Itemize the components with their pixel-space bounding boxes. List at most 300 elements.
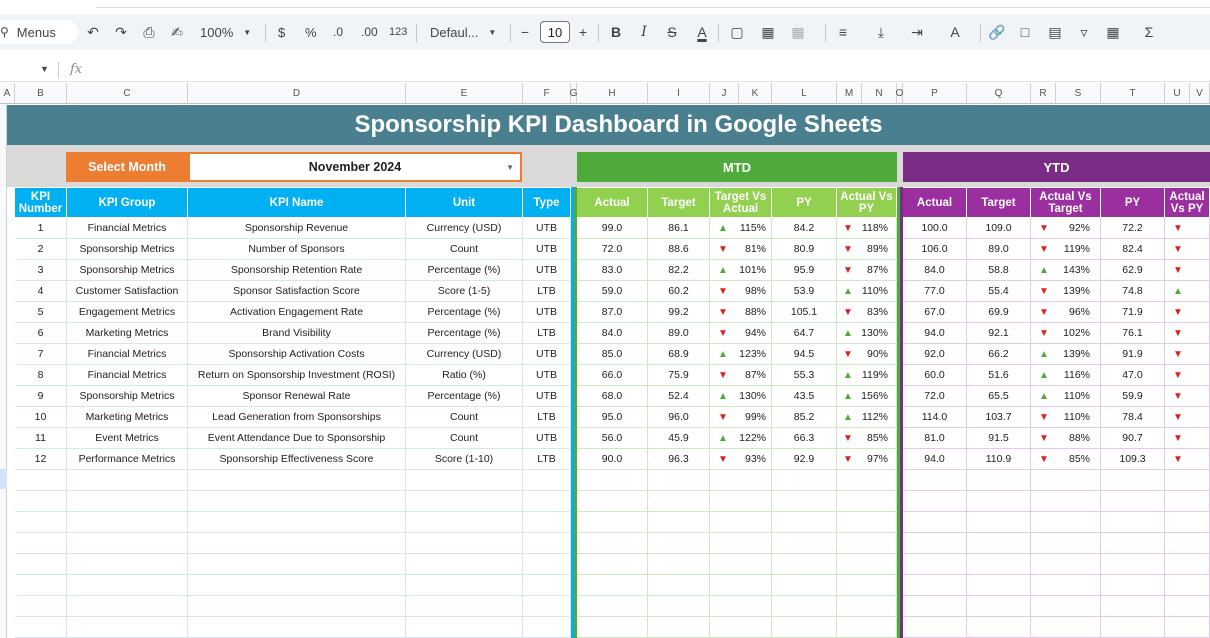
mtd-target-cell[interactable]: 52.4 (648, 386, 710, 407)
empty-cell[interactable] (837, 554, 897, 575)
type-cell[interactable]: UTB (523, 239, 571, 260)
column-header-f[interactable]: F (523, 83, 571, 104)
mtd-py-cell[interactable]: 66.3 (772, 428, 837, 449)
mtd-actual-cell[interactable]: 83.0 (577, 260, 648, 281)
strikethrough-icon[interactable]: S (667, 24, 677, 40)
mtd-actual-cell[interactable]: 59.0 (577, 281, 648, 302)
mtd-target-cell[interactable]: 45.9 (648, 428, 710, 449)
empty-cell[interactable] (967, 575, 1031, 596)
empty-cell[interactable] (188, 512, 406, 533)
empty-cell[interactable] (772, 617, 837, 638)
mtd-avpy-cell[interactable] (837, 365, 897, 386)
empty-cell[interactable] (710, 512, 772, 533)
column-header-g[interactable]: G (571, 83, 577, 104)
kpi-group-cell[interactable]: Marketing Metrics (67, 323, 188, 344)
empty-cell[interactable] (15, 575, 67, 596)
mtd-py-cell[interactable]: 95.9 (772, 260, 837, 281)
kpi-number-cell[interactable]: 2 (15, 239, 67, 260)
functions-icon[interactable]: Σ (1144, 24, 1154, 40)
mtd-target-cell[interactable]: 68.9 (648, 344, 710, 365)
empty-cell[interactable] (710, 596, 772, 617)
column-header-e[interactable]: E (406, 83, 523, 104)
ytd-actual-cell[interactable]: 114.0 (903, 407, 967, 428)
empty-cell[interactable] (648, 470, 710, 491)
mtd-avpy-cell[interactable] (837, 449, 897, 470)
kpi-number-cell[interactable]: 7 (15, 344, 67, 365)
mtd-py-cell[interactable]: 84.2 (772, 218, 837, 239)
mtd-actual-cell[interactable]: 66.0 (577, 365, 648, 386)
borders-icon[interactable]: ▦ (761, 23, 775, 40)
kpi-name-cell[interactable]: Event Attendance Due to Sponsorship (188, 428, 406, 449)
empty-cell[interactable] (1031, 533, 1101, 554)
ytd-py-cell[interactable]: 82.4 (1101, 239, 1165, 260)
empty-cell[interactable] (1101, 512, 1165, 533)
empty-cell[interactable] (967, 470, 1031, 491)
empty-cell[interactable] (577, 491, 648, 512)
kpi-number-cell[interactable]: 6 (15, 323, 67, 344)
empty-cell[interactable] (903, 617, 967, 638)
empty-cell[interactable] (1165, 470, 1210, 491)
ytd-target-cell[interactable]: 103.7 (967, 407, 1031, 428)
empty-cell[interactable] (406, 533, 523, 554)
mtd-tva-cell[interactable] (710, 344, 772, 365)
empty-cell[interactable] (903, 512, 967, 533)
empty-cell[interactable] (1101, 596, 1165, 617)
empty-cell[interactable] (772, 512, 837, 533)
column-header-c[interactable]: C (67, 83, 188, 104)
empty-cell[interactable] (648, 617, 710, 638)
empty-cell[interactable] (67, 575, 188, 596)
empty-cell[interactable] (710, 470, 772, 491)
ytd-actual-cell[interactable]: 60.0 (903, 365, 967, 386)
empty-cell[interactable] (577, 533, 648, 554)
empty-cell[interactable] (772, 491, 837, 512)
kpi-group-cell[interactable]: Sponsorship Metrics (67, 260, 188, 281)
empty-cell[interactable] (577, 512, 648, 533)
unit-cell[interactable]: Currency (USD) (406, 344, 523, 365)
type-cell[interactable]: UTB (523, 344, 571, 365)
ytd-avt-cell[interactable] (1031, 260, 1101, 281)
ytd-actual-cell[interactable]: 92.0 (903, 344, 967, 365)
empty-cell[interactable] (67, 617, 188, 638)
ytd-avpy-cell[interactable] (1165, 386, 1210, 407)
kpi-group-cell[interactable]: Engagement Metrics (67, 302, 188, 323)
unit-cell[interactable]: Count (406, 239, 523, 260)
type-cell[interactable]: LTB (523, 323, 571, 344)
ytd-avt-cell[interactable] (1031, 302, 1101, 323)
ytd-py-cell[interactable]: 59.9 (1101, 386, 1165, 407)
ytd-avpy-cell[interactable] (1165, 281, 1210, 302)
ytd-py-cell[interactable]: 47.0 (1101, 365, 1165, 386)
empty-cell[interactable] (903, 554, 967, 575)
empty-cell[interactable] (903, 491, 967, 512)
empty-cell[interactable] (1101, 575, 1165, 596)
ytd-avt-cell[interactable] (1031, 218, 1101, 239)
kpi-name-cell[interactable]: Sponsorship Activation Costs (188, 344, 406, 365)
kpi-group-cell[interactable]: Financial Metrics (67, 344, 188, 365)
ytd-target-cell[interactable]: 65.5 (967, 386, 1031, 407)
percent-button[interactable]: % (305, 24, 317, 40)
empty-cell[interactable] (1031, 512, 1101, 533)
empty-cell[interactable] (903, 596, 967, 617)
empty-cell[interactable] (1165, 491, 1210, 512)
column-header-j[interactable]: J (710, 83, 739, 104)
empty-cell[interactable] (577, 554, 648, 575)
empty-cell[interactable] (15, 533, 67, 554)
column-header-l[interactable]: L (772, 83, 837, 104)
ytd-avt-cell[interactable] (1031, 281, 1101, 302)
unit-cell[interactable]: Percentage (%) (406, 323, 523, 344)
mtd-avpy-cell[interactable] (837, 260, 897, 281)
ytd-target-cell[interactable]: 109.0 (967, 218, 1031, 239)
ytd-avpy-cell[interactable] (1165, 239, 1210, 260)
mtd-avpy-cell[interactable] (837, 302, 897, 323)
empty-cell[interactable] (1165, 512, 1210, 533)
mtd-tva-cell[interactable] (710, 386, 772, 407)
type-cell[interactable]: LTB (523, 407, 571, 428)
mtd-tva-cell[interactable] (710, 239, 772, 260)
empty-cell[interactable] (67, 533, 188, 554)
empty-cell[interactable] (967, 554, 1031, 575)
empty-cell[interactable] (1101, 470, 1165, 491)
empty-cell[interactable] (67, 470, 188, 491)
empty-cell[interactable] (837, 512, 897, 533)
mtd-tva-cell[interactable] (710, 449, 772, 470)
italic-icon[interactable]: I (641, 24, 647, 40)
empty-cell[interactable] (188, 470, 406, 491)
empty-cell[interactable] (903, 575, 967, 596)
empty-cell[interactable] (1031, 596, 1101, 617)
increase-decimal-button[interactable]: .00 (361, 25, 378, 39)
empty-cell[interactable] (1031, 491, 1101, 512)
mtd-actual-cell[interactable]: 68.0 (577, 386, 648, 407)
empty-cell[interactable] (188, 554, 406, 575)
column-header-d[interactable]: D (188, 83, 406, 104)
empty-cell[interactable] (772, 554, 837, 575)
kpi-name-cell[interactable]: Sponsorship Retention Rate (188, 260, 406, 281)
mtd-py-cell[interactable]: 43.5 (772, 386, 837, 407)
empty-cell[interactable] (903, 470, 967, 491)
mtd-actual-cell[interactable]: 84.0 (577, 323, 648, 344)
ytd-py-cell[interactable]: 74.8 (1101, 281, 1165, 302)
mtd-py-cell[interactable]: 80.9 (772, 239, 837, 260)
unit-cell[interactable]: Count (406, 428, 523, 449)
ytd-avt-cell[interactable] (1031, 365, 1101, 386)
empty-cell[interactable] (523, 491, 571, 512)
empty-cell[interactable] (577, 575, 648, 596)
mtd-actual-cell[interactable]: 99.0 (577, 218, 648, 239)
filter-icon[interactable]: ▿ (1080, 23, 1088, 40)
filter-views-icon[interactable]: ▦ (1106, 23, 1120, 40)
ytd-avt-cell[interactable] (1031, 386, 1101, 407)
mtd-target-cell[interactable]: 88.6 (648, 239, 710, 260)
mtd-avpy-cell[interactable] (837, 344, 897, 365)
font-size-input[interactable]: 10 (540, 21, 570, 43)
unit-cell[interactable]: Currency (USD) (406, 218, 523, 239)
empty-cell[interactable] (710, 533, 772, 554)
mtd-tva-cell[interactable] (710, 260, 772, 281)
empty-cell[interactable] (15, 470, 67, 491)
type-cell[interactable]: UTB (523, 365, 571, 386)
empty-cell[interactable] (837, 533, 897, 554)
type-cell[interactable]: LTB (523, 449, 571, 470)
ytd-py-cell[interactable]: 72.2 (1101, 218, 1165, 239)
mtd-actual-cell[interactable]: 72.0 (577, 239, 648, 260)
type-cell[interactable]: UTB (523, 428, 571, 449)
mtd-avpy-cell[interactable] (837, 323, 897, 344)
empty-cell[interactable] (1165, 575, 1210, 596)
empty-cell[interactable] (648, 554, 710, 575)
type-cell[interactable]: UTB (523, 386, 571, 407)
mtd-actual-cell[interactable]: 90.0 (577, 449, 648, 470)
ytd-target-cell[interactable]: 110.9 (967, 449, 1031, 470)
kpi-name-cell[interactable]: Sponsorship Revenue (188, 218, 406, 239)
empty-cell[interactable] (15, 554, 67, 575)
empty-cell[interactable] (67, 491, 188, 512)
column-header-m[interactable]: M (837, 83, 862, 104)
empty-cell[interactable] (967, 617, 1031, 638)
kpi-group-cell[interactable]: Financial Metrics (67, 365, 188, 386)
unit-cell[interactable]: Ratio (%) (406, 365, 523, 386)
empty-cell[interactable] (837, 617, 897, 638)
decrease-font-icon[interactable]: − (520, 24, 530, 40)
empty-cell[interactable] (15, 512, 67, 533)
ytd-actual-cell[interactable]: 67.0 (903, 302, 967, 323)
empty-cell[interactable] (523, 617, 571, 638)
kpi-group-cell[interactable]: Sponsorship Metrics (67, 239, 188, 260)
ytd-py-cell[interactable]: 76.1 (1101, 323, 1165, 344)
column-header-u[interactable]: U (1165, 83, 1190, 104)
mtd-tva-cell[interactable] (710, 218, 772, 239)
kpi-group-cell[interactable]: Customer Satisfaction (67, 281, 188, 302)
type-cell[interactable]: UTB (523, 260, 571, 281)
column-header-s[interactable]: S (1056, 83, 1101, 104)
empty-cell[interactable] (710, 554, 772, 575)
empty-cell[interactable] (15, 491, 67, 512)
ytd-py-cell[interactable]: 71.9 (1101, 302, 1165, 323)
mtd-tva-cell[interactable] (710, 428, 772, 449)
mtd-actual-cell[interactable]: 56.0 (577, 428, 648, 449)
mtd-py-cell[interactable]: 105.1 (772, 302, 837, 323)
empty-cell[interactable] (1031, 575, 1101, 596)
column-header-a[interactable]: A (0, 83, 15, 104)
empty-cell[interactable] (1031, 617, 1101, 638)
mtd-tva-cell[interactable] (710, 281, 772, 302)
comment-icon[interactable]: □ (1020, 24, 1030, 40)
empty-cell[interactable] (67, 596, 188, 617)
mtd-avpy-cell[interactable] (837, 218, 897, 239)
unit-cell[interactable]: Percentage (%) (406, 386, 523, 407)
ytd-avpy-cell[interactable] (1165, 449, 1210, 470)
mtd-target-cell[interactable]: 86.1 (648, 218, 710, 239)
kpi-group-cell[interactable]: Financial Metrics (67, 218, 188, 239)
empty-cell[interactable] (523, 512, 571, 533)
kpi-name-cell[interactable]: Sponsor Renewal Rate (188, 386, 406, 407)
empty-cell[interactable] (1101, 491, 1165, 512)
column-header-n[interactable]: N (862, 83, 897, 104)
column-header-i[interactable]: I (648, 83, 710, 104)
kpi-group-cell[interactable]: Performance Metrics (67, 449, 188, 470)
kpi-number-cell[interactable]: 5 (15, 302, 67, 323)
column-header-r[interactable]: R (1031, 83, 1056, 104)
ytd-target-cell[interactable]: 92.1 (967, 323, 1031, 344)
ytd-avpy-cell[interactable] (1165, 365, 1210, 386)
mtd-tva-cell[interactable] (710, 323, 772, 344)
empty-cell[interactable] (188, 533, 406, 554)
empty-cell[interactable] (648, 512, 710, 533)
merge-cells-icon[interactable]: ▦ (791, 23, 805, 40)
kpi-group-cell[interactable]: Sponsorship Metrics (67, 386, 188, 407)
empty-cell[interactable] (967, 533, 1031, 554)
mtd-actual-cell[interactable]: 87.0 (577, 302, 648, 323)
name-box-chevron-icon[interactable]: ▼ (40, 64, 49, 74)
mtd-py-cell[interactable]: 55.3 (772, 365, 837, 386)
type-cell[interactable]: UTB (523, 218, 571, 239)
empty-cell[interactable] (188, 596, 406, 617)
mtd-py-cell[interactable]: 53.9 (772, 281, 837, 302)
link-icon[interactable]: 🔗 (988, 23, 1006, 40)
ytd-actual-cell[interactable]: 94.0 (903, 449, 967, 470)
kpi-number-cell[interactable]: 8 (15, 365, 67, 386)
decrease-decimal-button[interactable]: .0 (333, 25, 344, 39)
text-rotation-icon[interactable]: A (950, 24, 960, 40)
column-header-k[interactable]: K (739, 83, 772, 104)
unit-cell[interactable]: Percentage (%) (406, 302, 523, 323)
empty-cell[interactable] (577, 596, 648, 617)
empty-cell[interactable] (1101, 533, 1165, 554)
ytd-target-cell[interactable]: 55.4 (967, 281, 1031, 302)
empty-cell[interactable] (1165, 554, 1210, 575)
fill-color-icon[interactable]: ▢ (730, 23, 744, 40)
empty-cell[interactable] (188, 491, 406, 512)
ytd-py-cell[interactable]: 90.7 (1101, 428, 1165, 449)
mtd-target-cell[interactable]: 96.3 (648, 449, 710, 470)
font-select[interactable] (430, 14, 496, 50)
ytd-avt-cell[interactable] (1031, 323, 1101, 344)
increase-font-icon[interactable]: + (578, 24, 588, 40)
empty-cell[interactable] (837, 470, 897, 491)
empty-cell[interactable] (837, 596, 897, 617)
zoom-select[interactable] (200, 14, 251, 50)
empty-cell[interactable] (967, 596, 1031, 617)
ytd-avpy-cell[interactable] (1165, 407, 1210, 428)
mtd-target-cell[interactable]: 96.0 (648, 407, 710, 428)
kpi-number-cell[interactable]: 1 (15, 218, 67, 239)
empty-cell[interactable] (710, 617, 772, 638)
empty-cell[interactable] (406, 470, 523, 491)
kpi-number-cell[interactable]: 9 (15, 386, 67, 407)
ytd-avpy-cell[interactable] (1165, 428, 1210, 449)
empty-cell[interactable] (523, 575, 571, 596)
empty-cell[interactable] (1101, 554, 1165, 575)
empty-cell[interactable] (1165, 617, 1210, 638)
kpi-name-cell[interactable]: Brand Visibility (188, 323, 406, 344)
mtd-py-cell[interactable]: 64.7 (772, 323, 837, 344)
menus-search[interactable] (0, 20, 78, 44)
mtd-py-cell[interactable]: 85.2 (772, 407, 837, 428)
text-color-icon[interactable]: A (697, 24, 707, 40)
empty-cell[interactable] (648, 575, 710, 596)
ytd-actual-cell[interactable]: 81.0 (903, 428, 967, 449)
ytd-avpy-cell[interactable] (1165, 323, 1210, 344)
empty-cell[interactable] (967, 491, 1031, 512)
empty-cell[interactable] (772, 575, 837, 596)
align-left-icon[interactable]: ≡ (838, 24, 848, 40)
empty-cell[interactable] (1031, 470, 1101, 491)
month-dropdown[interactable] (188, 152, 522, 182)
empty-cell[interactable] (15, 596, 67, 617)
empty-cell[interactable] (577, 470, 648, 491)
ytd-target-cell[interactable]: 58.8 (967, 260, 1031, 281)
mtd-avpy-cell[interactable] (837, 239, 897, 260)
ytd-avpy-cell[interactable] (1165, 260, 1210, 281)
undo-icon[interactable]: ↶ (87, 23, 99, 40)
chart-icon[interactable]: ▤ (1048, 23, 1062, 40)
ytd-avt-cell[interactable] (1031, 407, 1101, 428)
mtd-tva-cell[interactable] (710, 365, 772, 386)
empty-cell[interactable] (15, 617, 67, 638)
empty-cell[interactable] (967, 512, 1031, 533)
unit-cell[interactable]: Score (1-5) (406, 281, 523, 302)
kpi-name-cell[interactable]: Sponsor Satisfaction Score (188, 281, 406, 302)
ytd-py-cell[interactable]: 91.9 (1101, 344, 1165, 365)
ytd-actual-cell[interactable]: 72.0 (903, 386, 967, 407)
empty-cell[interactable] (710, 491, 772, 512)
column-header-h[interactable]: H (577, 83, 648, 104)
kpi-number-cell[interactable]: 3 (15, 260, 67, 281)
empty-cell[interactable] (772, 533, 837, 554)
column-header-b[interactable]: B (15, 83, 67, 104)
ytd-target-cell[interactable]: 66.2 (967, 344, 1031, 365)
kpi-name-cell[interactable]: Activation Engagement Rate (188, 302, 406, 323)
empty-cell[interactable] (772, 470, 837, 491)
ytd-actual-cell[interactable]: 77.0 (903, 281, 967, 302)
ytd-py-cell[interactable]: 62.9 (1101, 260, 1165, 281)
empty-cell[interactable] (406, 554, 523, 575)
text-wrap-icon[interactable]: ⇥ (911, 23, 923, 40)
mtd-target-cell[interactable]: 75.9 (648, 365, 710, 386)
mtd-avpy-cell[interactable] (837, 386, 897, 407)
empty-cell[interactable] (1165, 596, 1210, 617)
ytd-avpy-cell[interactable] (1165, 302, 1210, 323)
ytd-py-cell[interactable]: 78.4 (1101, 407, 1165, 428)
empty-cell[interactable] (67, 554, 188, 575)
empty-cell[interactable] (837, 575, 897, 596)
ytd-avt-cell[interactable] (1031, 449, 1101, 470)
empty-cell[interactable] (577, 617, 648, 638)
bold-icon[interactable]: B (610, 24, 622, 40)
kpi-name-cell[interactable]: Number of Sponsors (188, 239, 406, 260)
ytd-actual-cell[interactable]: 106.0 (903, 239, 967, 260)
empty-cell[interactable] (406, 596, 523, 617)
empty-cell[interactable] (523, 554, 571, 575)
mtd-actual-cell[interactable]: 95.0 (577, 407, 648, 428)
empty-cell[interactable] (648, 533, 710, 554)
currency-button[interactable]: $ (278, 24, 286, 40)
ytd-avt-cell[interactable] (1031, 428, 1101, 449)
empty-cell[interactable] (406, 617, 523, 638)
kpi-number-cell[interactable]: 12 (15, 449, 67, 470)
ytd-avt-cell[interactable] (1031, 344, 1101, 365)
column-header-t[interactable]: T (1101, 83, 1165, 104)
empty-cell[interactable] (523, 470, 571, 491)
mtd-target-cell[interactable]: 82.2 (648, 260, 710, 281)
mtd-avpy-cell[interactable] (837, 281, 897, 302)
mtd-tva-cell[interactable] (710, 302, 772, 323)
empty-cell[interactable] (648, 596, 710, 617)
mtd-py-cell[interactable]: 94.5 (772, 344, 837, 365)
mtd-avpy-cell[interactable] (837, 428, 897, 449)
